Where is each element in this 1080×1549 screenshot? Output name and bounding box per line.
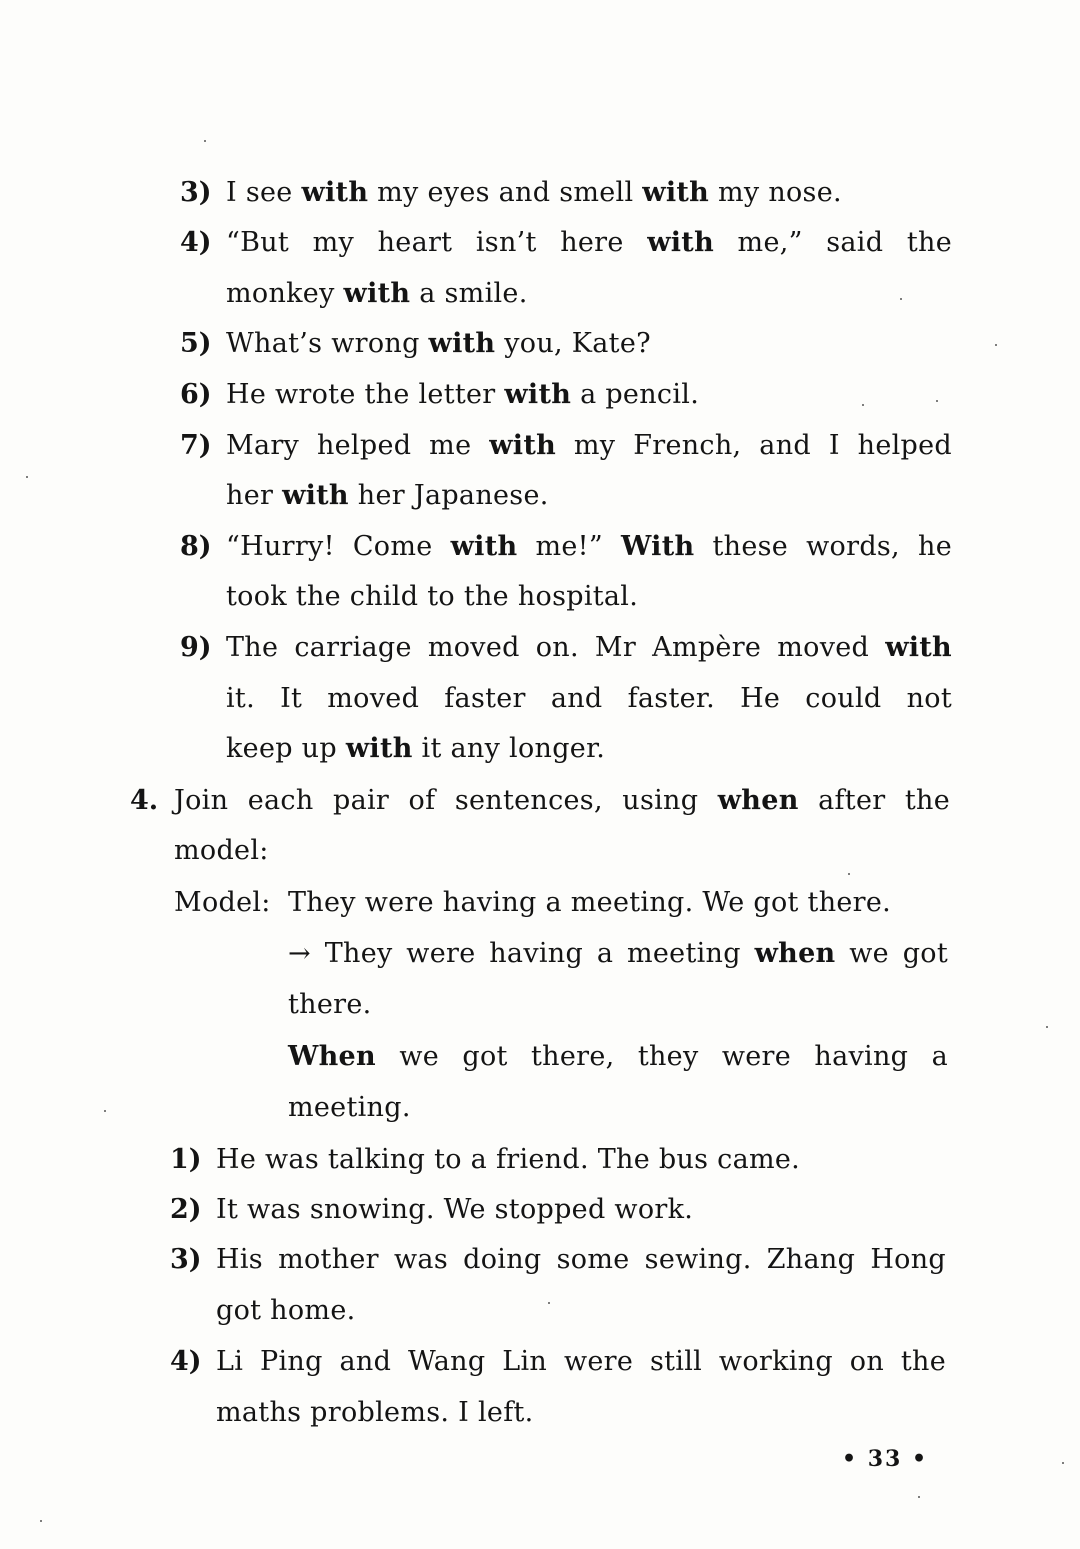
- speck: [862, 404, 864, 406]
- keyword-with: With: [621, 531, 695, 562]
- model-label: Model:: [174, 887, 271, 918]
- item-number: 8): [180, 531, 212, 562]
- item-number: 2): [170, 1194, 202, 1225]
- keyword-with: with: [345, 733, 413, 764]
- model-answer-1: → They were having a meeting when we got: [288, 938, 948, 969]
- speck: [26, 476, 28, 478]
- keyword-with: with: [282, 480, 349, 511]
- keyword-when: when: [754, 938, 836, 969]
- speck: [104, 1110, 106, 1112]
- sentence-line: took the child to the hospital.: [226, 581, 639, 612]
- speck: [995, 344, 997, 346]
- sentence-line: monkey with a smile.: [226, 278, 528, 309]
- keyword-with: with: [343, 278, 411, 309]
- keyword-with: with: [428, 328, 496, 359]
- arrow-icon: →: [288, 938, 311, 969]
- sentence-line: her with her Japanese.: [226, 480, 549, 511]
- item-number: 9): [180, 632, 212, 663]
- speck: [848, 873, 850, 875]
- speck: [936, 400, 938, 402]
- sentence-line: Mary helped me with my French, and I helped: [226, 430, 953, 461]
- sentence-line: His mother was doing some sewing. Zhang Hong: [216, 1244, 946, 1275]
- keyword-with: with: [885, 632, 952, 663]
- sentence-line: He was talking to a friend. The bus came.: [216, 1144, 801, 1175]
- sentence-line: got home.: [216, 1295, 356, 1326]
- speck: [204, 140, 206, 142]
- sentence-line: maths problems. I left.: [216, 1397, 534, 1428]
- exercise-number: 4.: [130, 785, 159, 816]
- sentence-line: “Hurry! Come with me!” With these words, he: [226, 531, 952, 562]
- exercise-instruction: model:: [174, 835, 269, 866]
- page-number: • 33 •: [842, 1446, 929, 1472]
- keyword-with: with: [301, 177, 369, 208]
- speck: [40, 1520, 42, 1522]
- speck: [1062, 1462, 1064, 1464]
- keyword-when: When: [288, 1041, 376, 1072]
- sentence-line: I see with my eyes and smell with my nose.: [226, 177, 842, 208]
- keyword-with: with: [504, 379, 572, 410]
- item-number: 3): [180, 177, 212, 208]
- item-number: 6): [180, 379, 212, 410]
- sentence-line: What’s wrong with you, Kate?: [226, 328, 651, 359]
- item-number: 3): [170, 1244, 202, 1275]
- sentence-line: keep up with it any longer.: [226, 733, 606, 764]
- speck: [918, 1496, 920, 1498]
- sentence-line: it. It moved faster and faster. He could not: [226, 683, 952, 714]
- sentence-line: Li Ping and Wang Lin were still working on the: [216, 1346, 946, 1377]
- item-number: 1): [170, 1144, 202, 1175]
- sentence-line: It was snowing. We stopped work.: [216, 1194, 694, 1225]
- sentence-line: He wrote the letter with a pencil.: [226, 379, 700, 410]
- model-sentence: They were having a meeting. We got there.: [288, 887, 892, 918]
- keyword-with: with: [489, 430, 557, 461]
- model-answer-1: there.: [288, 989, 372, 1020]
- sentence-line: The carriage moved on. Mr Ampère moved with: [226, 632, 952, 663]
- model-answer-2: meeting.: [288, 1092, 411, 1123]
- item-number: 4): [170, 1346, 202, 1377]
- keyword-with: with: [642, 177, 710, 208]
- speck: [1046, 1026, 1048, 1028]
- model-answer-2: When we got there, they were having a: [288, 1041, 948, 1072]
- sentence-line: “But my heart isn’t here with me,” said the: [226, 227, 952, 258]
- item-number: 7): [180, 430, 212, 461]
- speck: [900, 298, 902, 300]
- keyword-with: with: [450, 531, 518, 562]
- item-number: 4): [180, 227, 212, 258]
- speck: [548, 1302, 550, 1304]
- exercise-instruction: Join each pair of sentences, using when after the: [174, 785, 950, 816]
- item-number: 5): [180, 328, 212, 359]
- keyword-with: with: [647, 227, 715, 258]
- keyword-when: when: [717, 785, 799, 816]
